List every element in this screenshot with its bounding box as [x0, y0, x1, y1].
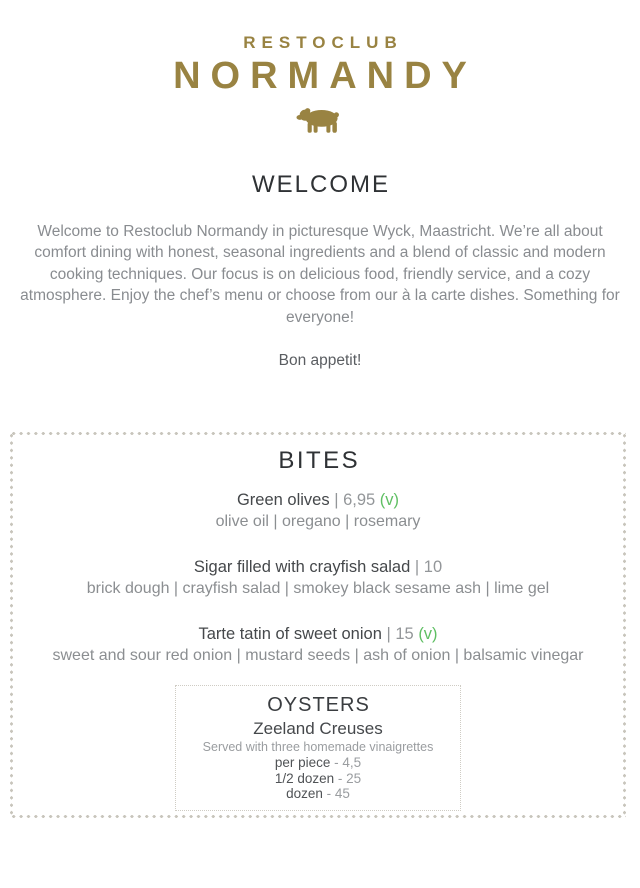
- menu-item-title-line: [20, 623, 616, 645]
- welcome-section: [0, 170, 640, 370]
- oysters-box: [175, 685, 461, 811]
- menu-item-title-line: [20, 556, 616, 578]
- price-label: per piece: [274, 755, 331, 770]
- item-name: Sigar filled with crayfish salad: [193, 558, 411, 576]
- welcome-body-text: Welcome to Restoclub Normandy in picturesque Wyck, Maastricht. We’re all about comfort dining with honest, seasonal ingredients and a blend of classic and modern cooking techniques. Our focus is on delicious food, friendly service, and a cozy atmosphere. Enjoy the chef’s menu or choose from our à la carte dishes. Something for everyone!: [20, 223, 620, 326]
- oyster-price-half-dozen: [184, 771, 452, 787]
- oysters-title: OYSTERS: [267, 694, 370, 716]
- price-value: - 4,5: [334, 755, 361, 770]
- item-price: | 15: [386, 625, 413, 643]
- item-details: olive oil | oregano | rosemary: [215, 513, 421, 530]
- brand-normandy-label: NORMANDY: [173, 55, 477, 97]
- menu-item-sigar-crayfish: [20, 556, 616, 600]
- menu-item-tarte-tatin: [20, 623, 616, 667]
- oysters-note: Served with three homemade vinaigrettes: [202, 740, 434, 754]
- oysters-subtitle: Zeeland Creuses: [253, 719, 383, 738]
- welcome-signoff: Bon appetit!: [278, 352, 362, 370]
- brand-header: [0, 0, 640, 135]
- oyster-price-dozen: [184, 786, 452, 802]
- bear-icon: [0, 105, 640, 135]
- menu-item-title-line: [20, 489, 616, 511]
- oyster-price-per-piece: [184, 755, 452, 771]
- vegetarian-badge: (v): [418, 625, 438, 643]
- menu-item-green-olives: [20, 489, 616, 533]
- price-label: 1/2 dozen: [274, 770, 335, 786]
- price-label: dozen: [286, 786, 323, 801]
- item-name: Tarte tatin of sweet onion: [198, 625, 382, 643]
- item-name: Green olives: [236, 491, 330, 509]
- bites-title: BITES: [278, 447, 361, 474]
- price-value: - 45: [327, 786, 350, 801]
- item-price: | 10: [415, 558, 442, 576]
- item-details: brick dough | crayfish salad | smokey black sesame ash | lime gel: [86, 580, 550, 597]
- item-price: | 6,95: [334, 491, 375, 509]
- price-value: - 25: [338, 771, 361, 786]
- bites-section: [10, 432, 626, 818]
- welcome-title: WELCOME: [251, 171, 390, 198]
- item-details: sweet and sour red onion | mustard seeds | ash of onion | balsamic vinegar: [52, 647, 584, 664]
- brand-restoclub-label: RESTOCLUB: [243, 33, 403, 52]
- vegetarian-badge: (v): [379, 491, 400, 509]
